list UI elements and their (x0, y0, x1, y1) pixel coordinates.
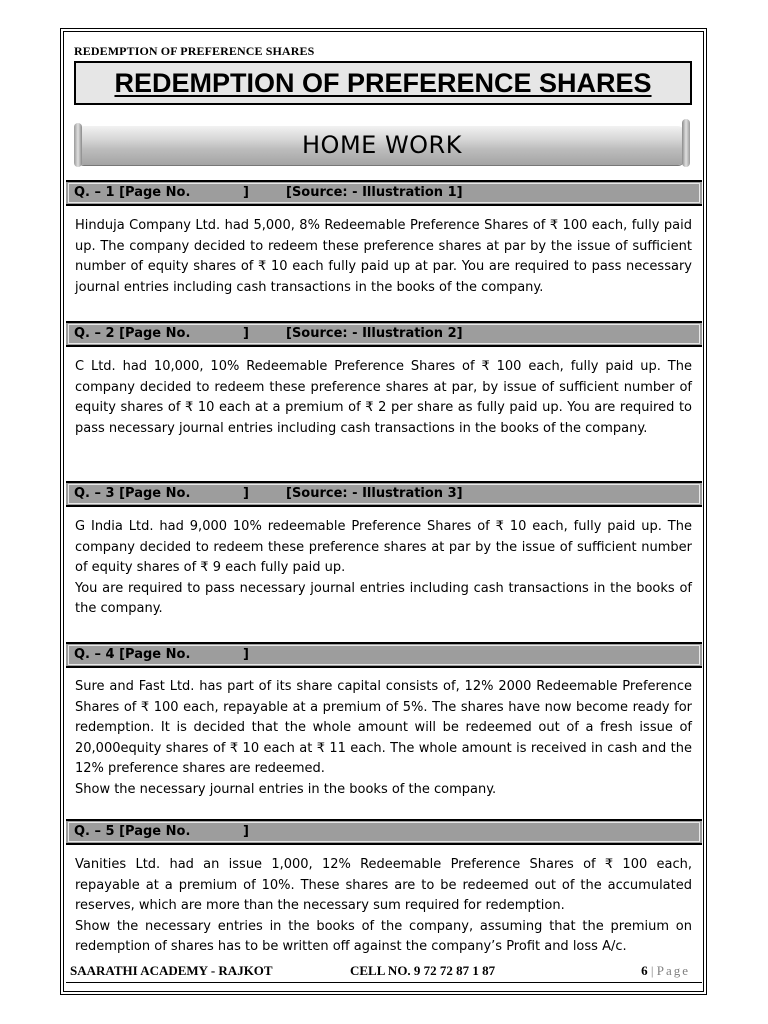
footer-page-info (641, 963, 690, 979)
question-body-1 (75, 216, 692, 298)
question-source: [Source: - Illustration 2] (286, 326, 463, 341)
question-body-5 (75, 855, 692, 958)
question-paragraph: Show the necessary entries in the books of the company, assuming that the premium on redemption of shares has to be written off against the company’s Profit and loss A/c. (75, 918, 692, 954)
footer-rule (66, 982, 702, 983)
page-title: REDEMPTION OF PREFERENCE SHARES (114, 68, 652, 98)
question-label: Q. – 5 [Page No. (74, 824, 191, 839)
question-header-4 (66, 642, 702, 668)
question-body-3 (75, 517, 692, 620)
question-label: Q. – 2 [Page No. (74, 326, 191, 341)
question-source: [Source: - Illustration 3] (286, 486, 463, 501)
question-paragraph: G India Ltd. had 9,000 10% redeemable Preference Shares of ₹ 10 each, fully paid up. The company decided to redeem these preference shares at par by the issue of sufficient number of equity shares of ₹ 9 each fully paid up. (75, 519, 692, 575)
question-paragraph: Hinduja Company Ltd. had 5,000, 8% Redeemable Preference Shares of ₹ 100 each, fully paid up. The company decided to redeem these preference shares at par by the issue of sufficient number of equity shares of ₹ 10 each fully paid up at par. You are required to pass necessary journal entries including cash transactions in the books of the company. (75, 218, 692, 295)
home-work-banner (74, 121, 690, 169)
footer-cell-number: CELL NO. 9 72 72 87 1 87 (350, 963, 496, 978)
question-label: Q. – 4 [Page No. (74, 647, 191, 662)
page-number: 6 (641, 963, 648, 978)
running-head: REDEMPTION OF PREFERENCE SHARES (74, 44, 315, 58)
question-header-2 (66, 321, 702, 347)
question-paragraph: C Ltd. had 10,000, 10% Redeemable Preference Shares of ₹ 100 each, fully paid up. The company decided to redeem these preference shares at par, by issue of sufficient number of equity shares of ₹ 10 each at a premium of ₹ 2 per share as fully paid up. You are required to pass necessary journal entries including cash transactions in the books of the company. (75, 359, 692, 436)
question-paragraph: Show the necessary journal entries in the books of the company. (75, 781, 497, 797)
question-paragraph: You are required to pass necessary journal entries including cash transactions in the books of the company. (75, 580, 692, 616)
question-bracket: ] (243, 824, 249, 839)
question-label: Q. – 3 [Page No. (74, 486, 191, 501)
footer-academy-name: SAARATHI ACADEMY - RAJKOT (70, 963, 273, 978)
question-bracket: ] (243, 185, 249, 200)
question-paragraph: Vanities Ltd. had an issue 1,000, 12% Redeemable Preference Shares of ₹ 100 each, repayable at a premium of 10%. These shares are to be redeemed out of the accumulated reserves, which are more than the necessary sum required for redemption. (75, 857, 692, 913)
question-label: Q. – 1 [Page No. (74, 185, 191, 200)
title-box (74, 61, 692, 105)
question-header-5 (66, 819, 702, 845)
page-word: Page (656, 963, 690, 978)
page-inner-border (63, 31, 704, 992)
question-header-3 (66, 481, 702, 507)
question-body-4 (75, 677, 692, 800)
question-bracket: ] (243, 486, 249, 501)
question-body-2 (75, 357, 692, 439)
page-separator: | (650, 963, 654, 978)
question-bracket: ] (243, 326, 249, 341)
banner-title: HOME WORK (302, 131, 462, 159)
question-header-1 (66, 180, 702, 206)
question-bracket: ] (243, 647, 249, 662)
question-source: [Source: - Illustration 1] (286, 185, 463, 200)
question-paragraph: Sure and Fast Ltd. has part of its share capital consists of, 12% 2000 Redeemable Preference Shares of ₹ 100 each, repayable at a premium of 5%. The shares have now become ready for redemption. It is decided that the whole amount will be redeemed out of a fresh issue of 20,000equity shares of ₹ 10 each at ₹ 11 each. The whole amount is received in cash and the 12% preference shares are redeemed. (75, 679, 692, 776)
